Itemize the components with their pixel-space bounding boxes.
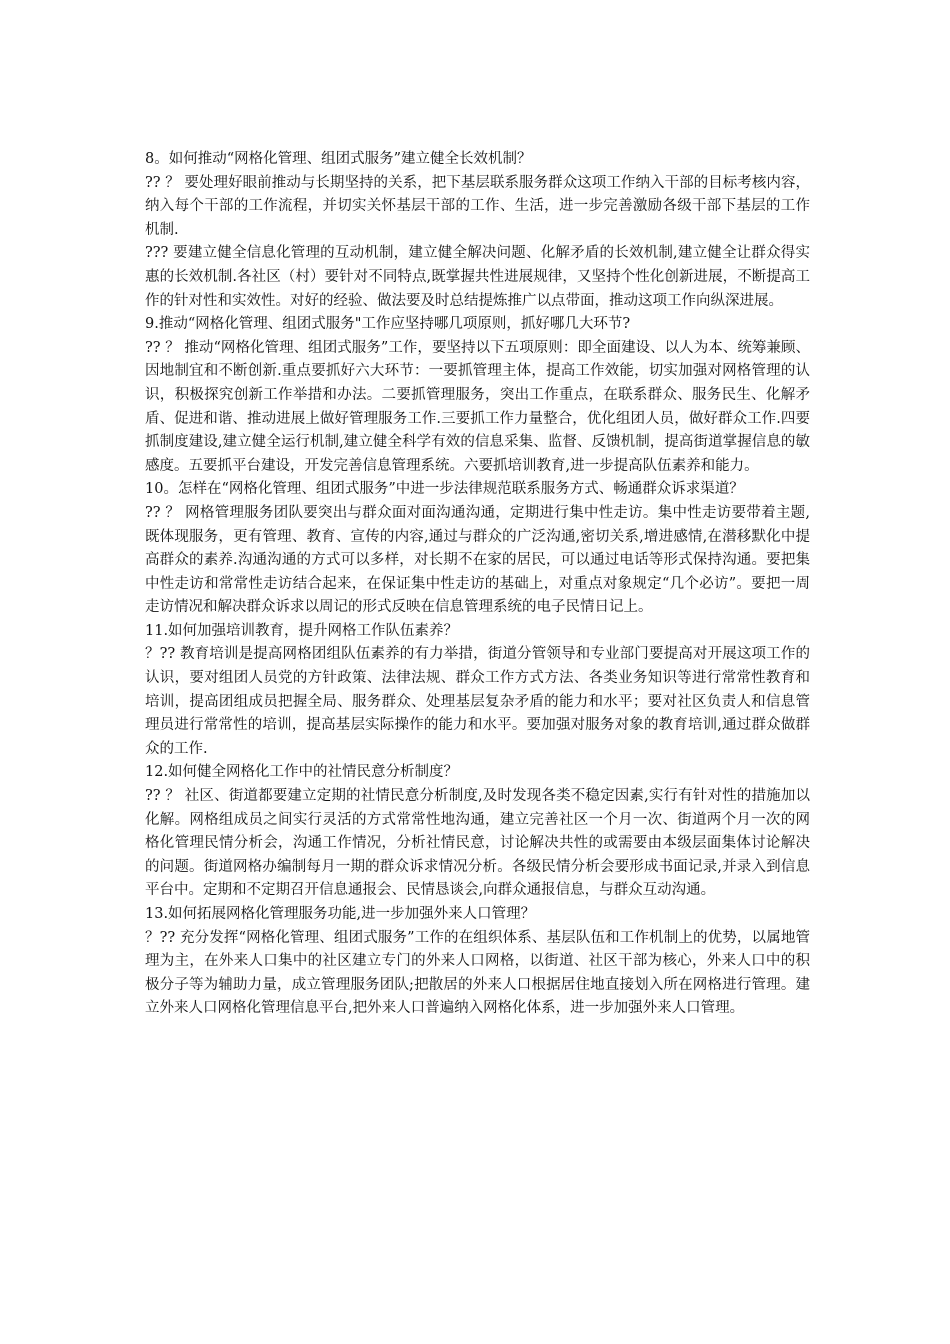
question-heading: 8。如何推动“网格化管理、组团式服务”建立健全长效机制？ [145, 151, 532, 167]
answer-paragraph: ?? ？ 社区、街道都要建立定期的社情民意分析制度,及时发现各类不稳定因素,实行有针对性的措施加以化解。网格组成员之间实行灵活的方式常常性地沟通，建立完善社区一个月一次、街道两个月一次的网格化管理民情分析会，沟通工作情况，分析社情民意，讨论解决共性的或需要由本级层面集体讨论解决的问题。街道网格办编制每月一期的群众诉求情况分析。各级民情分析会要形成书面记录,并录入到信息平台中。定期和不定期召开信息通报会、民情恳谈会,向群众通报信息，与群众互动沟通。 [145, 788, 810, 899]
question-heading: 10。怎样在“网格化管理、组团式服务”中进一步法律规范联系服务方式、畅通群众诉求渠道？ [145, 481, 744, 498]
document-body [145, 148, 810, 1021]
question-heading: 9.推动“网格化管理、组团式服务"工作应坚持哪几项原则，抓好哪几大环节? [145, 316, 631, 333]
question-heading: 12.如何健全网格化工作中的社情民意分析制度？ [145, 764, 459, 781]
question-heading: 13.如何拓展网格化管理服务功能,进一步加强外来人口管理？ [145, 906, 536, 922]
answer-paragraph: ?? ？ 要处理好眼前推动与长期坚持的关系，把下基层联系服务群众这项工作纳入干部的目标考核内容，纳入每个干部的工作流程，并切实关怀基层干部的工作、生活，进一步完善激励各级干部下基层的工作机制. [145, 174, 810, 238]
answer-paragraph: ??? 要建立健全信息化管理的互动机制，建立健全解决问题、化解矛盾的长效机制,建立健全让群众得实惠的长效机制.各社区（村）要针对不同特点,既掌握共性进展规律，又坚持个性化创新进展，不断提高工作的针对性和实效性。对好的经验、做法要及时总结提炼推广以点带面，推动这项工作向纵深进展。 [145, 245, 810, 309]
question-heading: 11.如何加强培训教育，提升网格工作队伍素养？ [145, 622, 459, 639]
answer-paragraph: ？?? 教育培训是提高网格团组队伍素养的有力举措，街道分管领导和专业部门要提高对开展这项工作的认识，要对组团人员党的方针政策、法律法规、群众工作方式方法、各类业务知识等进行常常性教育和培训，提高团组成员把握全局、服务群众、处理基层复杂矛盾的能力和水平；要对社区负责人和信息管理员进行常常性的培训，提高基层实际操作的能力和水平。要加强对服务对象的教育培训,通过群众做群众的工作. [145, 646, 810, 757]
answer-paragraph: ?? ？ 推动“网格化管理、组团式服务”工作，要坚持以下五项原则：即全面建设、以人为本、统筹兼顾、因地制宜和不断创新.重点要抓好六大环节：一要抓管理主体，提高工作效能，切实加强对网格管理的认识，积极探究创新工作举措和办法。二要抓管理服务，突出工作重点，在联系群众、服务民生、化解矛盾、促进和谐、推动进展上做好管理服务工作.三要抓工作力量整合，优化组团人员，做好群众工作.四要抓制度建设,建立健全运行机制,建立健全科学有效的信息采集、监督、反馈机制，提高街道掌握信息的敏感度。五要抓平台建设，开发完善信息管理系统。六要抓培训教育,进一步提高队伍素养和能力。 [145, 339, 810, 474]
answer-paragraph: ?? ？ 网格管理服务团队要突出与群众面对面沟通沟通，定期进行集中性走访。集中性走访要带着主题,既体现服务，更有管理、教育、宣传的内容,通过与群众的广泛沟通,密切关系,增进感情,在潜移默化中提高群众的素养.沟通沟通的方式可以多样，对长期不在家的居民，可以通过电话等形式保持沟通。要把集中性走访和常常性走访结合起来，在保证集中性走访的基础上，对重点对象规定“几个必访”。要把一周走访情况和解决群众诉求以周记的形式反映在信息管理系统的电子民情日记上。 [145, 504, 810, 616]
answer-paragraph: ？?? 充分发挥“网格化管理、组团式服务”工作的在组织体系、基层队伍和工作机制上的优势，以属地管理为主，在外来人口集中的社区建立专门的外来人口网格，以街道、社区干部为核心，外来人口中的积极分子等为辅助力量，成立管理服务团队;把散居的外来人口根据居住地直接划入所在网格进行管理。建立外来人口网格化管理信息平台,把外来人口普遍纳入网格化体系，进一步加强外来人口管理。 [145, 929, 810, 1017]
